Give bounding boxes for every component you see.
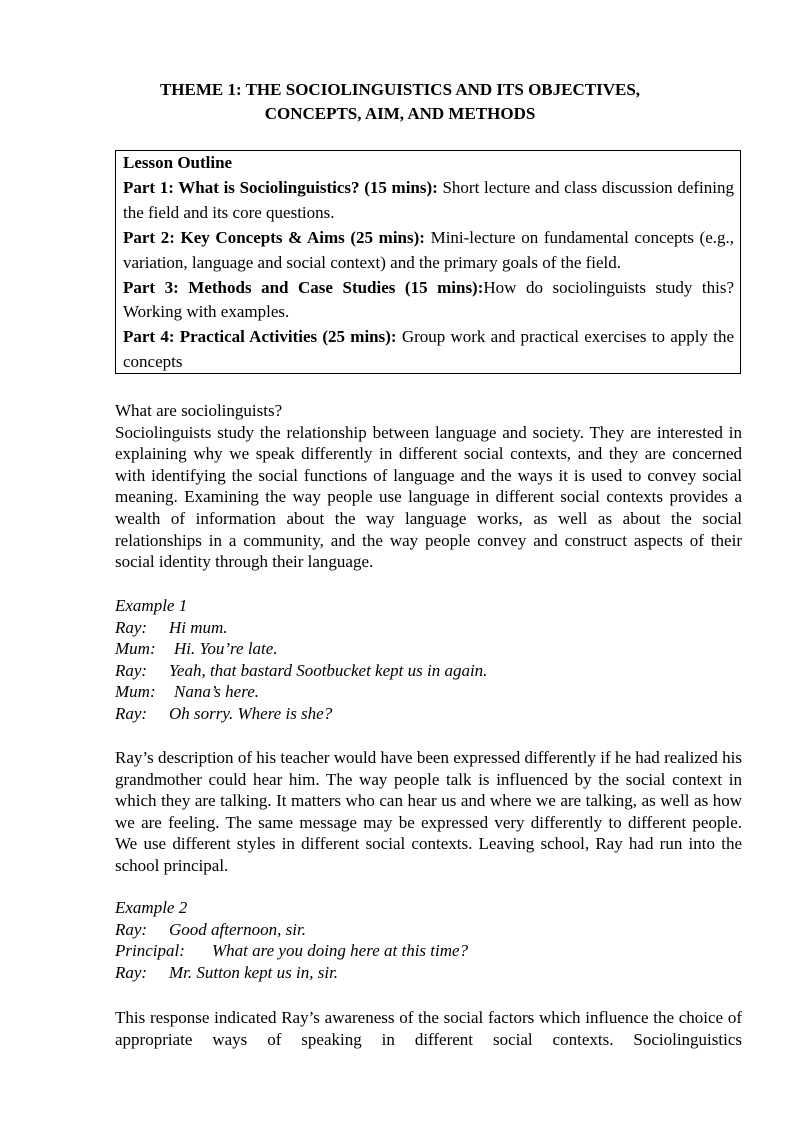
page-title — [100, 78, 700, 126]
outline-part-label: Part 1: What is Sociolinguistics? (15 mins): — [123, 177, 438, 197]
example-heading: Example 1 — [115, 596, 188, 615]
dialogue-line — [115, 681, 742, 703]
dialogue-line — [115, 962, 742, 984]
outline-part-text: Group work and practical exercises to apply the concepts — [123, 327, 735, 372]
utterance: Mr. Sutton kept us in, sir. — [169, 962, 339, 982]
speaker: Principal: — [115, 941, 185, 961]
paragraph-3: This response indicated Ray’s awareness of the social factors which influence the choice of appropriate ways of speaking in different social contexts. Sociolinguistics — [115, 1008, 742, 1049]
utterance: Hi mum. — [169, 617, 228, 637]
paragraph-2: Ray’s description of his teacher would have been expressed differently if he had realized his grandmother could hear him. The way people talk is influenced by the social context in which they are talking. It matters who can hear us and where we are talking, as well as how we are feeling. The same message may be expressed very differently to different people. We use different styles in different social contexts. Leaving school, Ray had run into the school principal. — [115, 748, 742, 875]
dialogue-line — [115, 940, 742, 962]
dialogue-line — [115, 703, 742, 725]
example-2 — [115, 897, 742, 983]
example-1 — [115, 595, 742, 725]
speaker: Mum: — [115, 682, 156, 702]
speaker: Ray: — [115, 660, 148, 680]
title-line-2: CONCEPTS, AIM, AND METHODS — [264, 104, 536, 123]
speaker: Ray: — [115, 919, 148, 939]
title-line-1: THEME 1: THE SOCIOLINGUISTICS AND ITS OBJECTIVES, — [159, 80, 641, 99]
outline-part-label: Part 3: Methods and Case Studies (15 mins): — [123, 277, 484, 297]
dialogue-line — [115, 638, 742, 660]
outline-part-3 — [123, 276, 734, 326]
utterance: Good afternoon, sir. — [169, 919, 306, 939]
utterance: Nana’s here. — [174, 682, 259, 702]
intro-section — [115, 400, 742, 573]
example-heading: Example 2 — [115, 898, 188, 917]
lesson-outline-box — [115, 150, 741, 374]
speaker: Ray: — [115, 617, 148, 637]
outline-part-label: Part 2: Key Concepts & Aims (25 mins): — [123, 227, 425, 247]
utterance: Yeah, that bastard Sootbucket kept us in again. — [169, 660, 488, 680]
utterance: Hi. You’re late. — [174, 639, 278, 659]
speaker: Ray: — [115, 962, 148, 982]
outline-part-text: Mini-lecture on fundamental concepts (e.g., variation, language and social context) and the primary goals of the field. — [123, 227, 734, 272]
outline-part-text: How do sociolinguists study this? Working with examples. — [123, 277, 734, 322]
outline-part-2 — [123, 226, 734, 276]
dialogue-line — [115, 660, 742, 682]
outline-heading: Lesson Outline — [123, 153, 233, 172]
dialogue-line — [115, 919, 742, 941]
outline-part-4 — [123, 325, 734, 375]
utterance: Oh sorry. Where is she? — [169, 703, 333, 723]
intro-paragraph: Sociolinguists study the relationship between language and society. They are interested in explaining why we speak differently in different social contexts, and they are concerned with identifying the social functions of language and the ways it is used to convey social meaning. Examining the way people use language in different social contexts provides a wealth of information about the way language works, as well as about the social relationships in a community, and the way people convey and construct aspects of their social identity through their language. — [115, 422, 742, 572]
speaker: Ray: — [115, 703, 148, 723]
dialogue-line — [115, 617, 742, 639]
outline-part-label: Part 4: Practical Activities (25 mins): — [123, 327, 397, 347]
intro-question: What are sociolinguists? — [115, 401, 283, 420]
outline-part-text: Short lecture and class discussion defining the field and its core questions. — [123, 177, 734, 222]
outline-part-1 — [123, 176, 734, 226]
speaker: Mum: — [115, 639, 156, 659]
paragraph-3-section — [115, 1007, 742, 1050]
paragraph-2-section — [115, 747, 742, 877]
utterance: What are you doing here at this time? — [212, 941, 469, 961]
